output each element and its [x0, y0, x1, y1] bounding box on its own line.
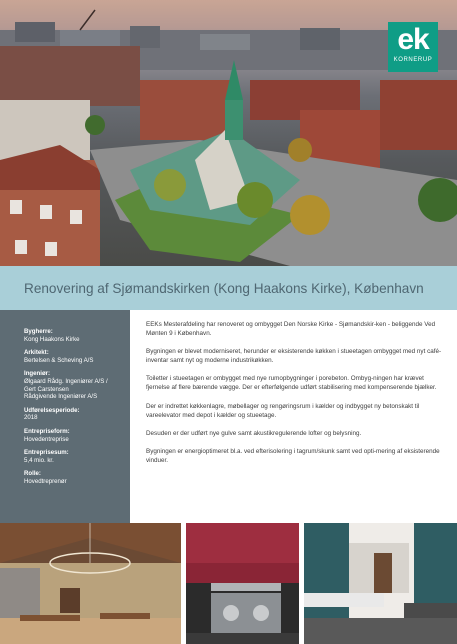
info-role: [24, 470, 122, 485]
paragraph: Bygningen er energioptimeret bl.a. ved efterisolering i tagrum/skunk samt ved opti-mering af eksisterende vinduer.: [146, 447, 440, 464]
info-label: Rolle:: [24, 470, 41, 478]
info-contract-sum: [24, 449, 122, 464]
info-value: Bertelsen & Scheving A/S: [24, 356, 94, 364]
info-engineer: [24, 370, 122, 400]
info-value: Hovedtreprenør: [24, 477, 67, 485]
info-value: 2018: [24, 414, 38, 422]
info-label: Bygherre:: [24, 328, 53, 335]
info-value: Gert Carstensen: [24, 385, 69, 393]
paragraph: Desuden er der udført nye gulve samt akustikregulerende lofter og belysning.: [146, 429, 362, 437]
info-label: Entrepriseform:: [24, 427, 70, 435]
info-value: Hovedentreprise: [24, 435, 69, 443]
logo-subtext: KORNERUP: [393, 57, 433, 63]
info-value: Kong Haakons Kirke: [24, 335, 80, 343]
info-label: Udførelsesperiode:: [24, 406, 80, 414]
kitchen-photo: [186, 523, 299, 644]
info-architect: [24, 349, 122, 364]
church-interior-photo: [0, 523, 181, 644]
logo-text: ek: [397, 23, 429, 56]
paragraph: Bygningen er blevet moderniseret, herunder er eksisterende køkken i stueetagen ombygget med nyt café-inventar samt nyt og moderne industrikøkken.: [146, 348, 442, 365]
info-value: Ølgaard Rådg. Ingeniører A/S /: [24, 377, 108, 385]
paragraph: Der er indrettet køkkenlagre, møbellager og rengøringsrum i kælder og indbygget ny betonskakt til vareelevator med depot i kælder og stueetage.: [146, 402, 420, 419]
info-label: Ingeniør:: [24, 370, 51, 378]
project-description: [146, 320, 442, 474]
info-client: [24, 328, 122, 343]
info-value: 5,4 mio. kr.: [24, 456, 54, 464]
info-label: Arkitekt:: [24, 349, 49, 357]
info-label: Entreprisesum:: [24, 449, 69, 457]
paragraph: Toiletter i stueetagen er ombygget med nye rumopbygninger i porebeton. Ombyg-ningen har krævet fjernelse af flere bærende vægge. Der er efterfølgende udført stabilisering med kompenserende bjælker.: [146, 375, 437, 392]
info-contract-form: [24, 428, 122, 443]
toilet-photo: [304, 523, 457, 644]
title-band: [0, 266, 457, 310]
ek-kornerup-logo: [388, 22, 438, 72]
page-title: Renovering af Sjømandskirken (Kong Haakons Kirke), København: [24, 280, 424, 296]
info-period: [24, 407, 122, 422]
church-aerial-photo: [0, 0, 457, 266]
paragraph: EEKs Mesterafdeling har renoveret og ombygget Den Norske Kirke - Sjømandskir-ken - beliggende Ved Mønten 9 i København.: [146, 321, 436, 338]
project-info-panel: [0, 310, 130, 523]
info-value: Rådgivende Ingeniører A/S: [24, 393, 98, 401]
